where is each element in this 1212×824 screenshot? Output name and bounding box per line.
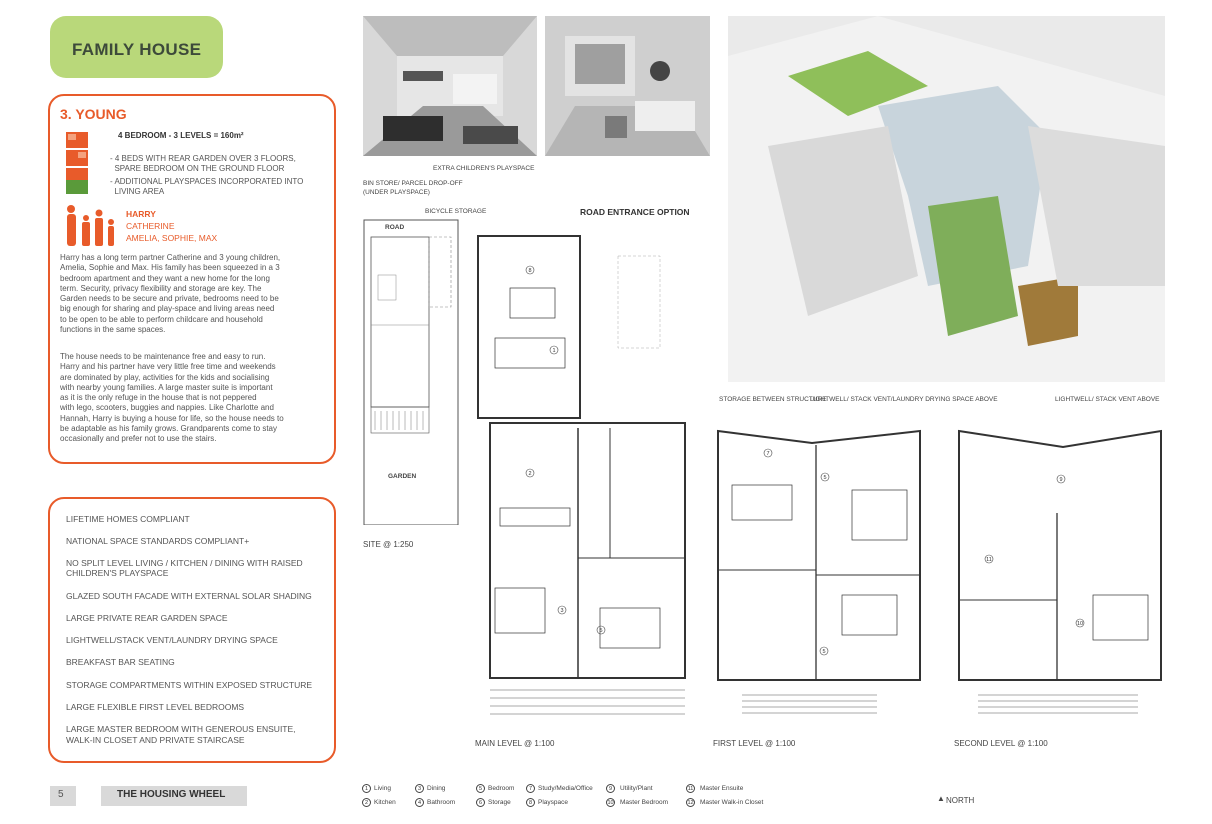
legend-number: 10 (607, 800, 614, 806)
legend-label: Master Walk-in Closet (700, 799, 764, 806)
legend-label: Utility/Plant (620, 785, 653, 792)
compliance-item: LARGE MASTER BEDROOM WITH GENEROUS ENSUITE, (66, 724, 296, 734)
svg-text:5: 5 (823, 475, 827, 481)
legend-number: 8 (526, 798, 535, 807)
compliance-item: CHILDREN'S PLAYSPACE (66, 568, 169, 578)
series-name: THE HOUSING WHEEL (117, 789, 226, 800)
compliance-item: LIGHTWELL/STACK VENT/LAUNDRY DRYING SPACE (66, 635, 278, 645)
storage-between-label: STORAGE BETWEEN STRUCTURE (719, 396, 827, 403)
compliance-item: NO SPLIT LEVEL LIVING / KITCHEN / DINING WITH RAISED (66, 558, 303, 568)
family-head-name: HARRY (126, 209, 156, 219)
page-number: 5 (58, 789, 64, 800)
compliance-item: LIFETIME HOMES COMPLIANT (66, 514, 190, 524)
svg-text:5: 5 (822, 649, 826, 655)
family-children-names: AMELIA, SOPHIE, MAX (126, 233, 218, 243)
legend-label: Study/Media/Office (538, 785, 593, 792)
house-section-icon (66, 132, 88, 194)
feature-line: - 4 BEDS WITH REAR GARDEN OVER 3 FLOORS, (110, 154, 296, 163)
legend-label: Master Ensuite (700, 785, 744, 792)
legend-number: 12 (687, 800, 694, 806)
page-title: FAMILY HOUSE (72, 40, 202, 59)
legend-number: 3 (415, 784, 424, 793)
legend-label: Playspace (538, 799, 568, 806)
legend-number: 4 (415, 798, 424, 807)
compliance-item: BREAKFAST BAR SEATING (66, 657, 175, 667)
legend-number: 1 (362, 784, 371, 793)
feature-line: SPARE BEDROOM ON THE GROUND FLOOR (110, 164, 285, 173)
road-label: ROAD (385, 224, 405, 231)
main-level-caption: MAIN LEVEL @ 1:100 (475, 739, 555, 748)
persona-paragraph: Harry has a long term partner Catherine and 3 young children, Amelia, Sophie and Max. His family has been squeezed in a 3 bedroom apartment and they want a new home for the long term. Security, privacy flexibility and storage are key. The Garden needs to be secure and private, bedrooms need to be big enough for sharing and play-space and living areas need to be open to be able to perform childcare and household functions in the same spaces. (60, 253, 281, 335)
svg-text:2: 2 (528, 471, 532, 477)
persona-paragraph: The house needs to be maintenance free and easy to run. Harry and his partner have very little free time and weekends are dominated by play, activities for the kids and socialising with nearby young families. A large master suite is important as it is the only refuge in the house that is not peppered with lego, scooters, buggies and nappies. Like Charlotte and Hannah, Harry is buying a house for life, so the house needs to be adaptable as his family grows. Grandparents come to stay occasionally and prefer not to use the stairs. (60, 352, 284, 444)
spec-line: 4 BEDROOM - 3 LEVELS = 160m² (118, 131, 244, 140)
road-entrance-label: ROAD ENTRANCE OPTION (580, 207, 690, 217)
legend-number: 7 (526, 784, 535, 793)
svg-text:8: 8 (528, 268, 532, 274)
feature-line: LIVING AREA (110, 187, 165, 196)
svg-text:3: 3 (560, 608, 564, 614)
bin-store-label: BIN STORE/ PARCEL DROP-OFF (363, 180, 463, 187)
extra-playspace-label: EXTRA CHILDREN'S PLAYSPACE (433, 165, 535, 172)
svg-text:9: 9 (1059, 477, 1063, 483)
legend-number: 6 (476, 798, 485, 807)
legend-number: 2 (362, 798, 371, 807)
compliance-item: LARGE PRIVATE REAR GARDEN SPACE (66, 613, 228, 623)
legend-label: Storage (488, 799, 511, 806)
legend-label: Living (374, 785, 391, 792)
compliance-item: WALK-IN CLOSET AND PRIVATE STAIRCASE (66, 735, 245, 745)
legend-label: Kitchen (374, 799, 396, 806)
main-level-plan (470, 228, 690, 733)
north-label: NORTH (946, 796, 975, 805)
compliance-item: NATIONAL SPACE STANDARDS COMPLIANT+ (66, 536, 250, 546)
svg-text:5: 5 (599, 628, 603, 634)
interior-render-living (545, 16, 710, 156)
second-level-plan (953, 425, 1168, 735)
bicycle-storage-label: BICYCLE STORAGE (425, 208, 487, 215)
legend-label: Bedroom (488, 785, 515, 792)
second-level-caption: SECOND LEVEL @ 1:100 (954, 739, 1048, 748)
legend-number: 11 (687, 786, 694, 792)
lightwell-laundry-label: LIGHTWELL/ STACK VENT/LAUNDRY DRYING SPACE ABOVE (810, 396, 998, 403)
feature-line: - ADDITIONAL PLAYSPACES INCORPORATED INTO (110, 177, 304, 186)
family-partner-name: CATHERINE (126, 221, 175, 231)
site-plan-drawing (363, 215, 459, 525)
garden-label: GARDEN (388, 473, 417, 480)
profile-heading: 3. YOUNG (60, 106, 127, 122)
compliance-item: STORAGE COMPARTMENTS WITHIN EXPOSED STRUCTURE (66, 680, 313, 690)
lightwell-above-label: LIGHTWELL/ STACK VENT ABOVE (1055, 396, 1160, 403)
interior-render-kitchen (363, 16, 537, 156)
first-level-plan (712, 425, 927, 735)
bin-store-sub-label: (UNDER PLAYSPACE) (363, 189, 430, 196)
svg-text:10: 10 (1076, 621, 1084, 627)
legend-label: Master Bedroom (620, 799, 669, 806)
svg-text:7: 7 (766, 451, 770, 457)
svg-text:1: 1 (552, 348, 556, 354)
compliance-item: LARGE FLEXIBLE FIRST LEVEL BEDROOMS (66, 702, 245, 712)
legend-label: Bathroom (427, 799, 456, 806)
svg-text:11: 11 (986, 557, 992, 563)
first-level-caption: FIRST LEVEL @ 1:100 (713, 739, 796, 748)
north-arrow-icon: ▲ (937, 794, 945, 803)
site-plan-caption: SITE @ 1:250 (363, 540, 414, 549)
legend-number: 9 (606, 784, 615, 793)
aerial-render (728, 16, 1165, 382)
legend-number: 5 (476, 784, 485, 793)
legend-label: Dining (427, 785, 446, 792)
compliance-item: GLAZED SOUTH FACADE WITH EXTERNAL SOLAR SHADING (66, 591, 312, 601)
family-silhouette-icon (62, 204, 118, 246)
